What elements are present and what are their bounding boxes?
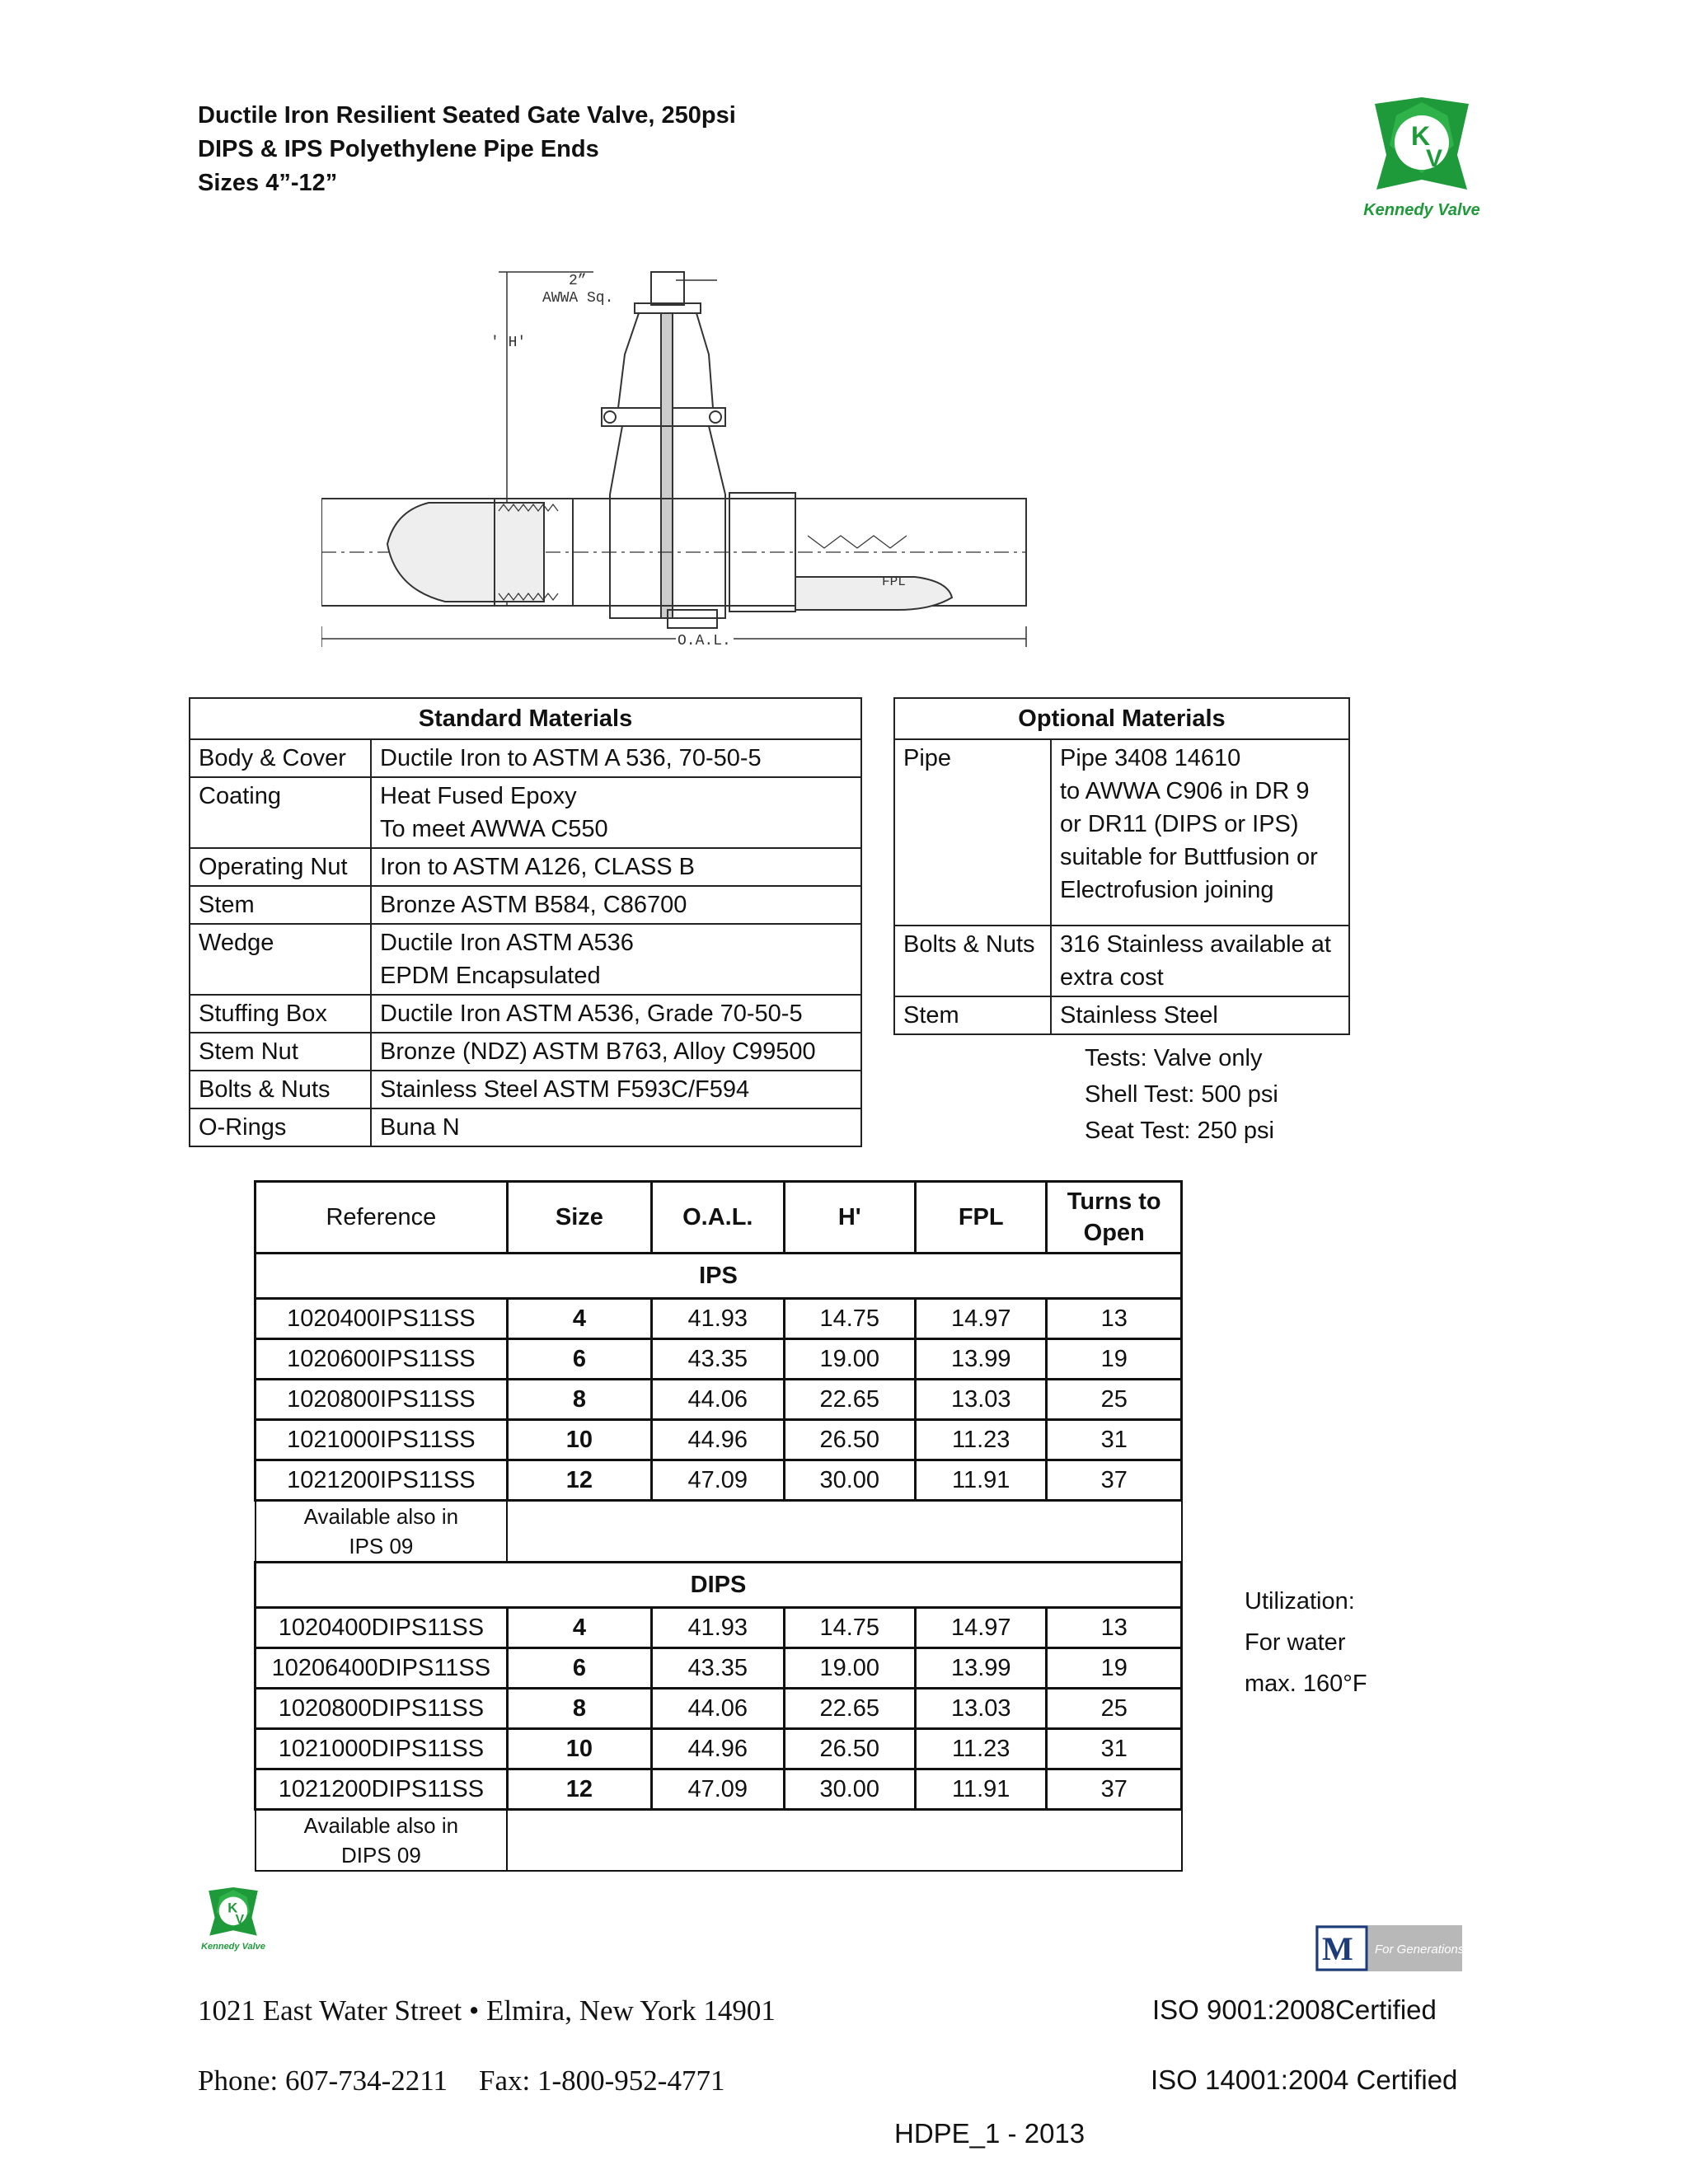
header-h: H' bbox=[784, 1182, 915, 1254]
utilization-note bbox=[1245, 1581, 1367, 1704]
svg-text:FPL: FPL bbox=[882, 574, 906, 589]
available-note: Available also in IPS 09 bbox=[256, 1501, 508, 1563]
table-row bbox=[190, 886, 861, 924]
material-value: Heat Fused Epoxy To meet AWWA C550 bbox=[371, 777, 861, 848]
material-value: Ductile Iron ASTM A536, Grade 70-50-5 bbox=[371, 995, 861, 1033]
material-part: Wedge bbox=[190, 924, 371, 995]
material-part: Stem Nut bbox=[190, 1033, 371, 1071]
section-label: IPS bbox=[256, 1254, 1182, 1299]
table-row bbox=[894, 926, 1349, 996]
available-row-ips bbox=[256, 1501, 1182, 1563]
material-value: Stainless Steel bbox=[1051, 996, 1349, 1034]
material-part: Bolts & Nuts bbox=[190, 1071, 371, 1108]
standard-materials-body bbox=[190, 739, 861, 1146]
table-row: 1021000IPS11SS 10 44.96 26.50 11.23 31 bbox=[256, 1420, 1182, 1460]
standard-materials-table bbox=[189, 697, 862, 1147]
table-row: 1020600IPS11SS 6 43.35 19.00 13.99 19 bbox=[256, 1339, 1182, 1380]
document-id: HDPE_1 - 2013 bbox=[894, 2118, 1085, 2149]
test-line: Tests: Valve only bbox=[1085, 1045, 1263, 1071]
available-row-dips bbox=[256, 1810, 1182, 1872]
address: 1021 East Water Street • Elmira, New York 14901 bbox=[198, 1994, 776, 2027]
svg-text:For Generations: For Generations bbox=[1375, 1943, 1462, 1957]
kennedy-valve-logo bbox=[1352, 97, 1492, 229]
table-row bbox=[894, 739, 1349, 926]
material-part: Operating Nut bbox=[190, 848, 371, 886]
table-row bbox=[190, 739, 861, 777]
utilization-line: max. 160°F bbox=[1245, 1671, 1367, 1697]
table-row bbox=[190, 1033, 861, 1071]
section-row-ips bbox=[256, 1254, 1182, 1299]
page-title bbox=[198, 99, 736, 200]
material-value: Bronze (NDZ) ASTM B763, Alloy C99500 bbox=[371, 1033, 861, 1071]
section-label: DIPS bbox=[256, 1563, 1182, 1608]
iso-14001-certification: ISO 14001:2004 Certified bbox=[1151, 2064, 1458, 2095]
table-row bbox=[190, 1071, 861, 1108]
standard-materials-title: Standard Materials bbox=[190, 698, 861, 739]
material-value: Buna N bbox=[371, 1108, 861, 1146]
material-part: Coating bbox=[190, 777, 371, 848]
table-row: 1021000DIPS11SS 10 44.96 26.50 11.23 31 bbox=[256, 1729, 1182, 1769]
test-line: Seat Test: 250 psi bbox=[1085, 1118, 1275, 1144]
table-row: 1020400DIPS11SS 4 41.93 14.75 14.97 13 bbox=[256, 1608, 1182, 1648]
table-row: 1021200IPS11SS 12 47.09 30.00 11.91 37 bbox=[256, 1460, 1182, 1501]
title-line-3: Sizes 4”-12” bbox=[198, 170, 338, 196]
material-value: Ductile Iron to ASTM A 536, 70-50-5 bbox=[371, 739, 861, 777]
section-row-dips bbox=[256, 1563, 1182, 1608]
material-part: Pipe bbox=[894, 739, 1051, 926]
header-turns: Turns to Open bbox=[1047, 1182, 1182, 1254]
table-row bbox=[190, 1108, 861, 1146]
optional-materials-title: Optional Materials bbox=[894, 698, 1349, 739]
logo-caption: Kennedy Valve bbox=[1363, 201, 1480, 219]
svg-text:' H': ' H' bbox=[490, 335, 527, 351]
optional-materials-table bbox=[893, 697, 1350, 1035]
table-row: 10206400DIPS11SS 6 43.35 19.00 13.99 19 bbox=[256, 1648, 1182, 1689]
title-line-1: Ductile Iron Resilient Seated Gate Valve, 250psi bbox=[198, 102, 736, 129]
material-part: Stem bbox=[190, 886, 371, 924]
material-part: Body & Cover bbox=[190, 739, 371, 777]
header-size: Size bbox=[507, 1182, 651, 1254]
kennedy-valve-logo-small bbox=[196, 1887, 270, 1957]
test-specs bbox=[1085, 1040, 1278, 1149]
table-row: 1020800IPS11SS 8 44.06 22.65 13.03 25 bbox=[256, 1380, 1182, 1420]
table-row bbox=[190, 848, 861, 886]
table-row: 1020400IPS11SS 4 41.93 14.75 14.97 13 bbox=[256, 1299, 1182, 1339]
table-row: 1021200DIPS11SS 12 47.09 30.00 11.91 37 bbox=[256, 1769, 1182, 1810]
material-value: Pipe 3408 14610 to AWWA C906 in DR 9 or DR11 (DIPS or IPS) suitable for Buttfusion or Electrofusion joining bbox=[1051, 739, 1349, 926]
kv-logo-icon bbox=[196, 1887, 270, 1943]
phone-number: Phone: 607-734-2211 bbox=[198, 2064, 448, 2097]
material-part: Stem bbox=[894, 996, 1051, 1034]
table-row bbox=[190, 777, 861, 848]
svg-text:K: K bbox=[1411, 121, 1431, 151]
test-line: Shell Test: 500 psi bbox=[1085, 1081, 1278, 1108]
material-part: Bolts & Nuts bbox=[894, 926, 1051, 996]
utilization-line: Utilization: bbox=[1245, 1588, 1355, 1615]
material-value: Iron to ASTM A126, CLASS B bbox=[371, 848, 861, 886]
svg-text:V: V bbox=[235, 1912, 245, 1927]
table-row bbox=[894, 996, 1349, 1034]
for-generations-logo bbox=[1315, 1925, 1462, 1971]
table-row: 1020800DIPS11SS 8 44.06 22.65 13.03 25 bbox=[256, 1689, 1182, 1729]
svg-text:2”: 2” bbox=[569, 273, 587, 289]
material-value: Bronze ASTM B584, C86700 bbox=[371, 886, 861, 924]
logo-caption: Kennedy Valve bbox=[201, 1942, 265, 1952]
material-part: O-Rings bbox=[190, 1108, 371, 1146]
available-note: Available also in DIPS 09 bbox=[256, 1810, 508, 1872]
svg-text:AWWA Sq.: AWWA Sq. bbox=[542, 290, 614, 307]
svg-text:V: V bbox=[1426, 145, 1443, 172]
material-part: Stuffing Box bbox=[190, 995, 371, 1033]
svg-text:K: K bbox=[227, 1900, 238, 1916]
material-value: Ductile Iron ASTM A536 EPDM Encapsulated bbox=[371, 924, 861, 995]
fax-number: Fax: 1-800-952-4771 bbox=[479, 2064, 725, 2097]
valve-cross-section-drawing bbox=[321, 264, 1030, 651]
material-value: 316 Stainless available at extra cost bbox=[1051, 926, 1349, 996]
table-header-row bbox=[256, 1182, 1182, 1254]
svg-text:M: M bbox=[1322, 1930, 1353, 1967]
utilization-line: For water bbox=[1245, 1629, 1346, 1656]
header-reference: Reference bbox=[256, 1182, 508, 1254]
table-row bbox=[190, 924, 861, 995]
header-fpl: FPL bbox=[916, 1182, 1047, 1254]
title-line-2: DIPS & IPS Polyethylene Pipe Ends bbox=[198, 136, 599, 162]
kv-logo-icon bbox=[1352, 97, 1492, 204]
iso-9001-certification: ISO 9001:2008Certified bbox=[1152, 1994, 1437, 2025]
material-value: Stainless Steel ASTM F593C/F594 bbox=[371, 1071, 861, 1108]
dimensions-table bbox=[254, 1180, 1183, 1872]
contact-line bbox=[198, 2064, 724, 2097]
table-row bbox=[190, 995, 861, 1033]
svg-text:O.A.L.: O.A.L. bbox=[678, 633, 731, 649]
header-oal: O.A.L. bbox=[652, 1182, 785, 1254]
